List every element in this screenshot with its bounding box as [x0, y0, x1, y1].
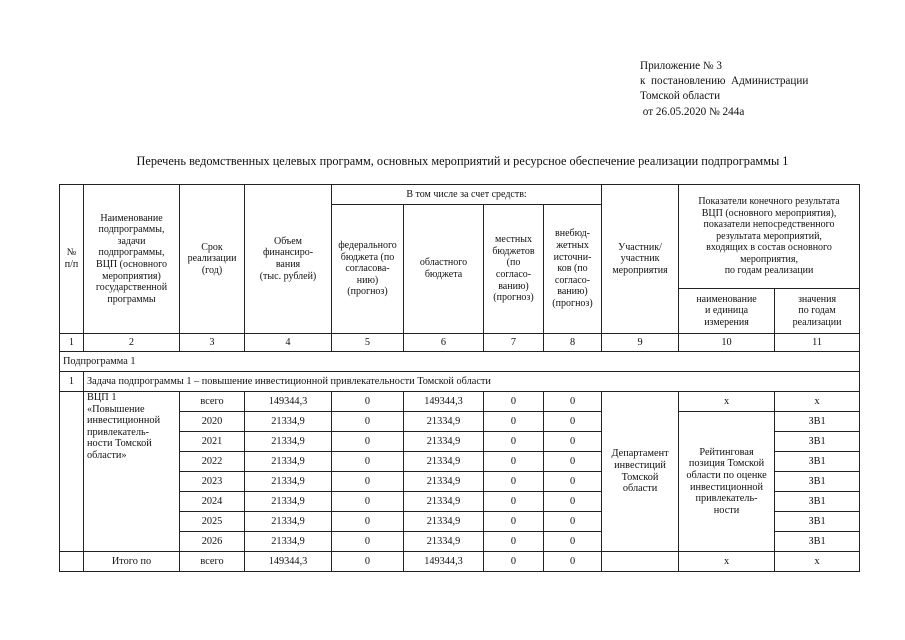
header-indicator-values: значения по годам реализации [775, 289, 860, 334]
year-cell: 2023 [180, 472, 245, 492]
column-number: 5 [332, 334, 404, 352]
local-cell: 0 [484, 512, 544, 532]
extra-cell: 0 [544, 412, 602, 432]
regional-cell: 21334,9 [404, 532, 484, 552]
total-label: Итого по [84, 552, 180, 572]
regional-cell: 149344,3 [404, 392, 484, 412]
total-cell: 149344,3 [245, 392, 332, 412]
program-table [59, 184, 860, 572]
extra-cell: 0 [544, 392, 602, 412]
column-number: 2 [84, 334, 180, 352]
header-volume: Объем финансиро- вания (тыс. рублей) [245, 185, 332, 334]
header-participant: Участник/ участник мероприятия [602, 185, 679, 334]
extra-cell: 0 [544, 472, 602, 492]
regional-cell: 21334,9 [404, 512, 484, 532]
column-number: 11 [775, 334, 860, 352]
document-title: Перечень ведомственных целевых программ, основных мероприятий и ресурсное обеспечение реализации подпрограммы 1 [136, 154, 789, 168]
local-cell: 0 [484, 412, 544, 432]
header-sources-group: В том числе за счет средств: [332, 185, 602, 205]
header-indicators-group: Показатели конечного результата ВЦП (основного мероприятия), показатели непосредственного результата мероприятий, входящих в состав основного мероприятия, по годам реализации [679, 185, 860, 289]
total-cell: 21334,9 [245, 452, 332, 472]
total-cell: 21334,9 [245, 532, 332, 552]
column-number: 10 [679, 334, 775, 352]
extra-cell: 0 [544, 532, 602, 552]
total-cell: 21334,9 [245, 492, 332, 512]
year-cell: 2024 [180, 492, 245, 512]
year-cell: всего [180, 552, 245, 572]
regional-cell: 149344,3 [404, 552, 484, 572]
year-cell: 2022 [180, 452, 245, 472]
column-number: 9 [602, 334, 679, 352]
year-cell: 2021 [180, 432, 245, 452]
column-number: 4 [245, 334, 332, 352]
value-cell: ЗВ1 [775, 492, 860, 512]
value-cell: ЗВ1 [775, 432, 860, 452]
total-cell: 21334,9 [245, 512, 332, 532]
table-row [60, 392, 860, 412]
federal-cell: 0 [332, 412, 404, 432]
extra-cell: 0 [544, 552, 602, 572]
task-title: Задача подпрограммы 1 – повышение инвестиционной привлекательности Томской области [84, 372, 860, 392]
local-cell: 0 [484, 392, 544, 412]
local-cell: 0 [484, 452, 544, 472]
local-cell: 0 [484, 552, 544, 572]
empty-cell [602, 552, 679, 572]
year-cell: 2026 [180, 532, 245, 552]
regional-cell: 21334,9 [404, 472, 484, 492]
header-name: Наименование подпрограммы, задачи подпрограммы, ВЦП (основного мероприятия) государственной программы [84, 185, 180, 334]
local-cell: 0 [484, 532, 544, 552]
column-number: 8 [544, 334, 602, 352]
year-cell: всего [180, 392, 245, 412]
empty-cell [60, 392, 84, 552]
total-cell: 149344,3 [245, 552, 332, 572]
federal-cell: 0 [332, 432, 404, 452]
column-number: 7 [484, 334, 544, 352]
indicator-cell: х [679, 392, 775, 412]
indicator-cell: х [679, 552, 775, 572]
extra-cell: 0 [544, 452, 602, 472]
total-cell: 21334,9 [245, 412, 332, 432]
appendix-line: от 26.05.2020 № 244а [640, 105, 745, 118]
total-cell: 21334,9 [245, 472, 332, 492]
empty-cell [60, 552, 84, 572]
header-local: местных бюджетов (по согласо- ванию) (прогноз) [484, 205, 544, 334]
federal-cell: 0 [332, 452, 404, 472]
federal-cell: 0 [332, 512, 404, 532]
total-cell: 21334,9 [245, 432, 332, 452]
appendix-line: к постановлению Администрации [640, 75, 809, 88]
federal-cell: 0 [332, 472, 404, 492]
regional-cell: 21334,9 [404, 412, 484, 432]
table-row [60, 412, 860, 432]
value-cell: х [775, 392, 860, 412]
header-num: № п/п [60, 185, 84, 334]
value-cell: ЗВ1 [775, 412, 860, 432]
column-number: 1 [60, 334, 84, 352]
year-cell: 2020 [180, 412, 245, 432]
appendix-line: Приложение № 3 [640, 60, 722, 72]
federal-cell: 0 [332, 392, 404, 412]
federal-cell: 0 [332, 492, 404, 512]
value-cell: ЗВ1 [775, 512, 860, 532]
year-cell: 2025 [180, 512, 245, 532]
header-extra: внебюд- жетных источни- ков (по согласо- ванию) (прогноз) [544, 205, 602, 334]
participant-cell: Департамент инвестиций Томской области [602, 392, 679, 552]
regional-cell: 21334,9 [404, 492, 484, 512]
regional-cell: 21334,9 [404, 432, 484, 452]
appendix-block [640, 59, 808, 120]
value-cell: ЗВ1 [775, 472, 860, 492]
local-cell: 0 [484, 432, 544, 452]
federal-cell: 0 [332, 532, 404, 552]
regional-cell: 21334,9 [404, 452, 484, 472]
header-indicator-name: наименование и единица измерения [679, 289, 775, 334]
extra-cell: 0 [544, 512, 602, 532]
column-number: 6 [404, 334, 484, 352]
local-cell: 0 [484, 492, 544, 512]
extra-cell: 0 [544, 492, 602, 512]
total-row [60, 552, 860, 572]
task-number: 1 [60, 372, 84, 392]
vcp-name: ВЦП 1 «Повышение инвестиционной привлекатель- ности Томской области» [84, 392, 180, 552]
header-term: Срок реализации (год) [180, 185, 245, 334]
value-cell: ЗВ1 [775, 452, 860, 472]
local-cell: 0 [484, 472, 544, 492]
header-federal: федерального бюджета (по согласова- нию) (прогноз) [332, 205, 404, 334]
value-cell: ЗВ1 [775, 532, 860, 552]
appendix-line: Томской области [640, 90, 721, 103]
header-regional: областного бюджета [404, 205, 484, 334]
column-number: 3 [180, 334, 245, 352]
value-cell: х [775, 552, 860, 572]
extra-cell: 0 [544, 432, 602, 452]
indicator-name: Рейтинговая позиция Томской области по оценке инвестиционной привлекатель- ности [679, 412, 775, 552]
subprogram-row: Подпрограмма 1 [60, 352, 860, 372]
federal-cell: 0 [332, 552, 404, 572]
